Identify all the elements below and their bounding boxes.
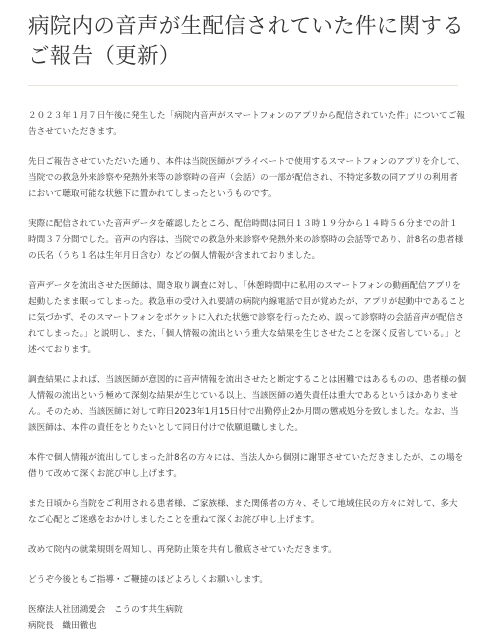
paragraph-prevention: 改めて院内の就業規則を周知し、再発防止策を共有し徹底させていただきます。 [28, 545, 337, 555]
article-body [28, 108, 466, 634]
paragraph-closing: どうぞ今後ともご指導・ご鞭撻のほどよろしくお願いします。 [28, 575, 268, 585]
signature-person: 病院長 織田徹也 [28, 621, 97, 631]
page-title: 病院内の音声が生配信されていた件に関するご報告（更新） [28, 14, 465, 69]
paragraph-apology-community: また日頃から当院をご利用される患者様、ご家族様、また関係者の方々、そして地域住民の方々に対して、多大なご心配とご迷惑をおかけしましたことを重ねて深くお詫び申し上げます。 [28, 499, 458, 525]
paragraph-investigation-result: 調査結果によれば、当該医師が意図的に音声情報を流出させたと断定することは困難ではあるものの、患者様の個人情報の流出という極めて深刻な結果が生じている以上、当該医師の過失責任は重大であるというほかありません。そのため、当該医師に対して昨日2023年1月15日付で出勤停止2か月間の懲戒処分を致しました。なお、当該医師は、本件の責任をとりたいとして同日付けで依願退職しました。 [28, 375, 466, 433]
paragraph-intro: ２０２３年１月７日午後に発生した「病院内音声がスマートフォンのアプリから配信されていた件」についてご報告させていただきます。 [28, 111, 465, 137]
signature-organization: 医療法人社団鴻愛会 こうのす共生病院 [28, 605, 183, 615]
paragraph-summary: 先日ご報告させていただいた通り、本件は当院医師がプライベートで使用するスマートフォンのアプリを介して、当院での救急外来診察や発熱外来等の診察時の音声（会話）の一部が配信され、不特定多数の同アプリの利用者において聴取可能な状態下に置かれてしまったというものです。 [28, 157, 465, 199]
paragraph-doctor-statement: 音声データを流出させた医師は、聞き取り調査に対し、「休憩時間中に私用のスマートフォンの動画配信アプリを起動したまま眠ってしまった。救急車の受け入れ要請の病院内線電話で目が覚めたが、アプリが起動中であることに気づかず、そのスマートフォンをポケットに入れた状態で診察を行ったため、誤って診察時の会話音声が配信されてしまった。」と説明し、また、「個人情報の流出という重大な結果を生じさせたことを深く反省している。」と述べております。 [28, 281, 466, 355]
paragraph-apology-patients: 本件で個人情報が流出してしまった計8名の方々には、当法人から個別に謝罪させていただきましたが、この場を借りて改めて深くお詫び申し上げます。 [28, 453, 464, 479]
paragraph-broadcast-details: 実際に配信されていた音声データを確認したところ、配信時間は同日１３時１９分から１４時５６分までの計１時間３７分間でした。音声の内容は、当院での救急外来診察や発熱外来の診察時の会話等であり、計8名の患者様の氏名（うち１名は生年月日含む）などの個人情報が含まれておりました。 [28, 219, 464, 261]
title-divider [28, 85, 458, 86]
